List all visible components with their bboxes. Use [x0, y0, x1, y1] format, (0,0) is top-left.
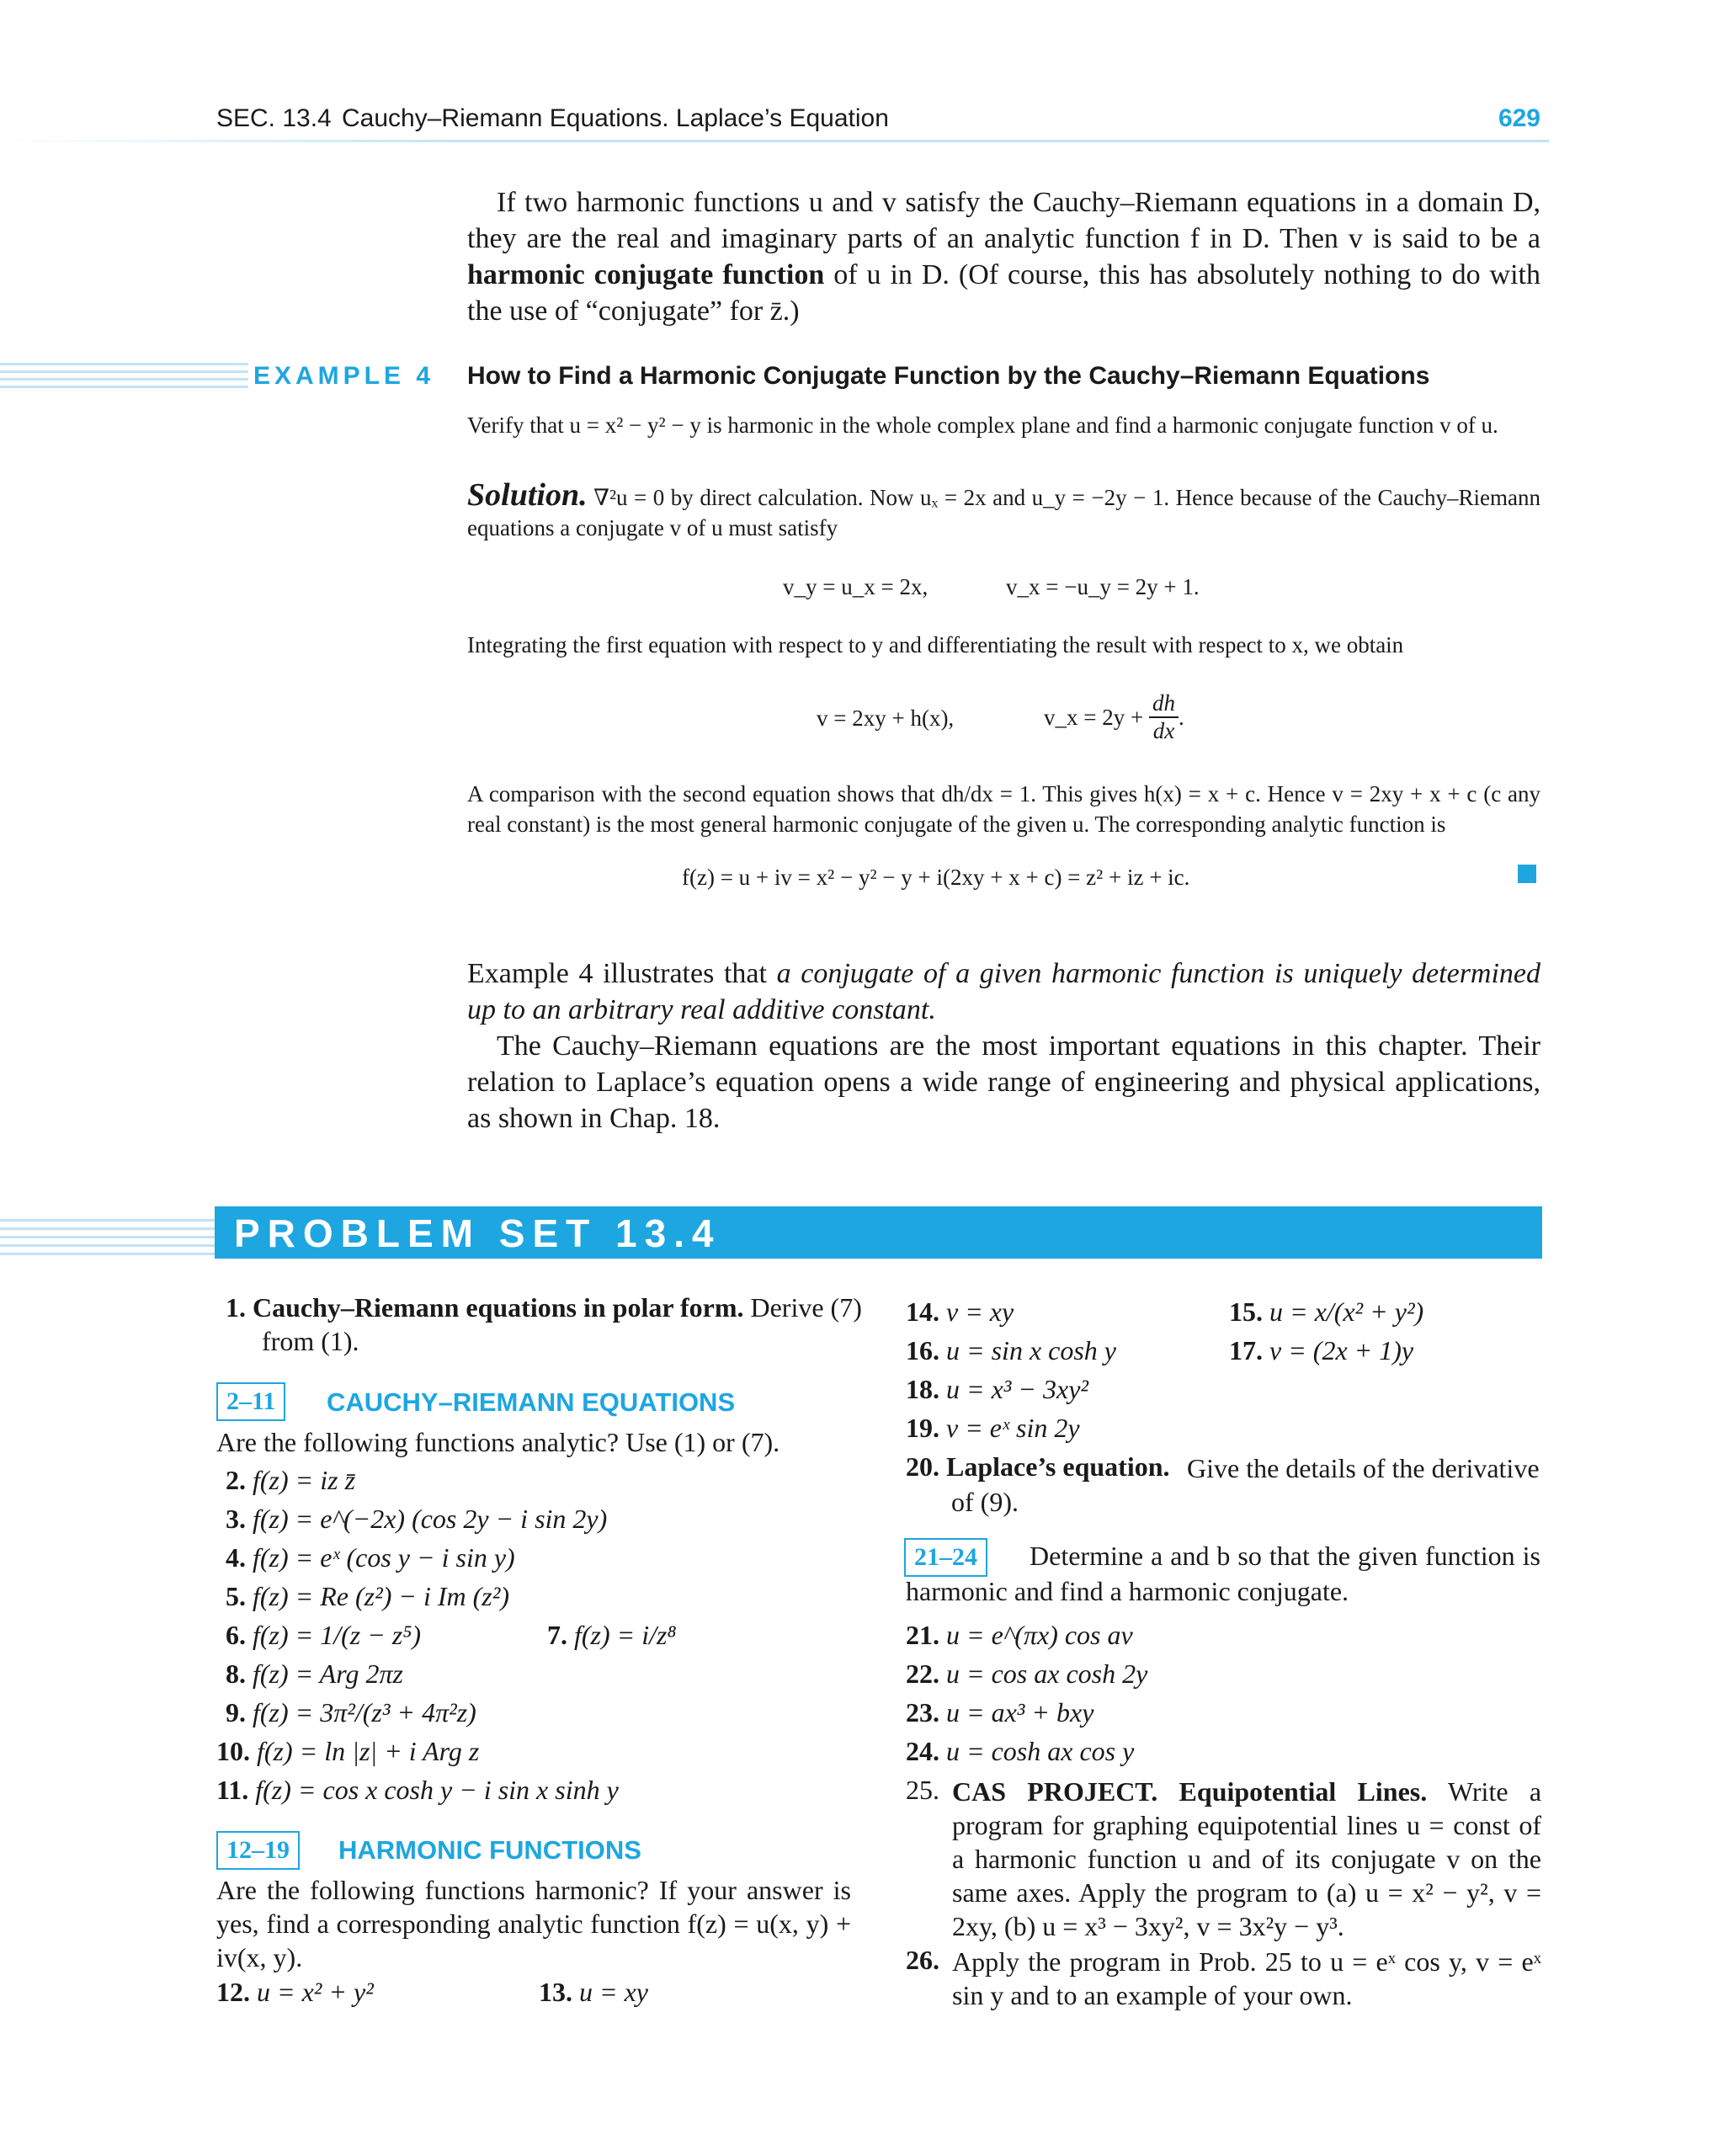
equation-2b-left: v_x = 2y + — [1044, 704, 1144, 730]
problem-number: 23. — [906, 1697, 939, 1727]
range-2-instructions: Are the following functions harmonic? If your answer is yes, find a corresponding analytic function f(z) = u(x, y) + iv(x, y). — [216, 1875, 851, 1972]
range-3-instructions: Determine a and b so that the given function is harmonic and find a harmonic conjugate. — [906, 1541, 1540, 1606]
problem-expression: f(z) = Arg 2πz — [253, 1658, 403, 1689]
problem-number: 9. — [226, 1697, 246, 1727]
problem-number: 13. — [539, 1977, 572, 2007]
problem-11 — [216, 1775, 619, 1806]
problem-expression: f(z) = cos x cosh y − i sin x sinh y — [255, 1775, 619, 1805]
solution-text: ∇²u = 0 by direct calculation. Now uₓ = 2x and u_y = −2y − 1. Hence because of the Cauchy–Riemann equations a conjugate v of u must satisfy — [467, 485, 1540, 540]
problem-expression: u = cos ax cosh 2y — [946, 1658, 1148, 1689]
problem-17 — [1229, 1335, 1413, 1366]
importance-paragraph: The Cauchy–Riemann equations are the most important equations in this chapter. Their relation to Laplace’s equation opens a wide range of engineering and physical applications, as shown in Chap. 18. — [467, 1030, 1540, 1134]
problem-number: 14. — [906, 1296, 939, 1327]
problem-25-text: Write a program for graphing equipotential lines u = const of a harmonic function u and of its conjugate v on the same axes. Apply the program to (a) u = x² − y², v = 2xy, (b) u = x³ − 3xy², v = 3x²y − y³. — [952, 1776, 1542, 1941]
problem-6 — [226, 1620, 421, 1651]
problem-18 — [906, 1374, 1088, 1405]
problem-expression: v = (2x + 1)y — [1269, 1335, 1414, 1365]
problem-2 — [226, 1465, 355, 1496]
equation-1a: v_y = u_x = 2x, — [783, 574, 929, 599]
uniqueness-italic: a conjugate of a given harmonic function is uniquely determined up to an arbitrary real additive constant. — [467, 958, 1541, 1025]
uniqueness-text: Example 4 illustrates that — [467, 958, 767, 989]
problem-3 — [226, 1504, 607, 1535]
problem-number: 2. — [226, 1465, 246, 1495]
problem-1-continued: from (1). — [262, 1326, 359, 1356]
problem-expression: f(z) = e^(−2x) (cos 2y − i sin 2y) — [253, 1504, 608, 1534]
intro-paragraph — [467, 184, 1540, 329]
problem-1-bold: Cauchy–Riemann equations in polar form. — [253, 1292, 744, 1323]
problem-8 — [226, 1658, 403, 1690]
example-label: EXAMPLE 4 — [248, 362, 439, 391]
page-number: 629 — [1498, 104, 1540, 132]
intro-bold-term: harmonic conjugate function — [467, 259, 825, 290]
problem-expression: u = e^(πx) cos av — [946, 1620, 1133, 1650]
integrating-text: Integrating the first equation with respect to y and differentiating the result with respect to x, we obtain — [467, 632, 1404, 657]
problem-expression: u = xy — [579, 1977, 648, 2007]
problem-expression: f(z) = eˣ (cos y − i sin y) — [253, 1542, 515, 1573]
problem-14 — [906, 1296, 1014, 1328]
problem-expression: u = x³ − 3xy² — [946, 1374, 1088, 1404]
example-statement: Verify that u = x² − y² − y is harmonic in the whole complex plane and find a harmonic conjugate function v of u. — [467, 413, 1498, 438]
problem-25 — [952, 1775, 1541, 1943]
problem-16 — [906, 1335, 1116, 1366]
problem-number: 3. — [226, 1504, 246, 1534]
problem-7 — [547, 1620, 677, 1651]
problem-number: 8. — [226, 1658, 246, 1689]
problem-5 — [226, 1581, 509, 1612]
problem-22 — [906, 1658, 1147, 1690]
problem-number: 12. — [216, 1977, 250, 2007]
range-heading-harmonic: HARMONIC FUNCTIONS — [338, 1835, 641, 1865]
equation-2b: v_x = 2y + $\frac{dh}{dx}$ . — [1044, 690, 1184, 743]
problem-1-text: Derive (7) — [750, 1292, 862, 1323]
section-title: Cauchy–Riemann Equations. Laplace’s Equation — [342, 104, 889, 132]
problem-number: 20. — [906, 1451, 939, 1482]
problem-expression: f(z) = ln |z| + i Arg z — [257, 1736, 480, 1766]
equation-3: f(z) = u + iv = x² − y² − y + i(2xy + x + c) = z² + iz + ic. — [682, 865, 1190, 890]
equation-2a: v = 2xy + h(x), — [817, 705, 955, 731]
problem-10 — [216, 1736, 479, 1767]
example-title: How to Find a Harmonic Conjugate Function by the Cauchy–Riemann Equations — [467, 362, 1430, 390]
problem-21 — [906, 1620, 1133, 1651]
problem-20-text: Give the details of the derivative of (9). — [951, 1453, 1540, 1517]
fraction-denominator: dx — [1152, 718, 1175, 743]
problem-number: 24. — [906, 1736, 939, 1766]
problem-expression: f(z) = 3π²/(z³ + 4π²z) — [253, 1697, 476, 1727]
range-box-12-19: 12–19 — [216, 1831, 300, 1870]
range-heading-cauchy-riemann: CAUCHY–RIEMANN EQUATIONS — [327, 1387, 736, 1417]
problem-number: 21. — [906, 1620, 939, 1650]
equation-1b: v_x = −u_y = 2y + 1. — [1006, 574, 1200, 599]
problem-expression: f(z) = Re (z²) − i Im (z²) — [253, 1581, 509, 1611]
problem-15 — [1229, 1296, 1423, 1328]
dh-dx-fraction — [1149, 690, 1179, 744]
header-rule — [0, 140, 1549, 142]
problem-9 — [226, 1697, 476, 1728]
problem-23 — [906, 1697, 1093, 1728]
solution-label: Solution. — [467, 477, 588, 513]
problem-19 — [906, 1413, 1080, 1444]
problem-number: 15. — [1229, 1296, 1263, 1327]
problem-20-bold: Laplace’s equation. — [946, 1451, 1170, 1482]
comparison-text: A comparison with the second equation shows that dh/dx = 1. This gives h(x) = x + c. Hence v = 2xy + x + c (c any real constant) is the most general harmonic conjugate of the given u. The corresponding analytic function is — [467, 781, 1540, 837]
problem-number: 6. — [226, 1620, 246, 1650]
problem-expression: u = sin x cosh y — [946, 1335, 1116, 1365]
problem-expression: f(z) = 1/(z − z⁵) — [253, 1620, 422, 1650]
fraction-numerator: dh — [1149, 690, 1179, 718]
problem-number: 4. — [226, 1542, 246, 1573]
problem-expression: v = eˣ sin 2y — [946, 1413, 1080, 1443]
problem-25-number: 25. — [906, 1775, 939, 1805]
problem-24 — [906, 1736, 1134, 1767]
problem-expression: f(z) = i/z⁸ — [574, 1620, 677, 1650]
problem-expression: u = x² + y² — [257, 1977, 374, 2007]
problem-number: 1. — [226, 1292, 246, 1323]
problem-expression: u = cosh ax cos y — [946, 1736, 1135, 1766]
problem-number: 22. — [906, 1658, 939, 1689]
problem-13 — [539, 1977, 648, 2008]
problem-expression: v = xy — [946, 1296, 1014, 1327]
solution-paragraph — [467, 477, 1540, 543]
problem-number: 19. — [906, 1413, 939, 1443]
section-number: SEC. 13.4 — [216, 104, 332, 132]
problem-4 — [226, 1542, 515, 1573]
problem-expression: u = x/(x² + y²) — [1269, 1296, 1424, 1327]
problem-number: 10. — [216, 1736, 250, 1766]
end-of-example-mark — [1518, 865, 1536, 883]
problem-expression: f(z) = iz z̄ — [253, 1465, 356, 1495]
problem-number: 18. — [906, 1374, 939, 1404]
intro-text-2: of u in D. (Of course, this has absolutely nothing to do with the use of “conjugate” for z̄.) — [467, 259, 1540, 327]
range-box-2-11: 2–11 — [216, 1382, 285, 1421]
range-1-instructions: Are the following functions analytic? Use (1) or (7). — [216, 1427, 780, 1457]
problem-12 — [216, 1977, 374, 2008]
range-box-21-24: 21–24 — [904, 1538, 987, 1577]
problem-expression: u = ax³ + bxy — [946, 1697, 1094, 1727]
problem-number: 11. — [216, 1775, 249, 1805]
problem-25-bold: CAS PROJECT. Equipotential Lines. — [952, 1776, 1428, 1807]
problem-number: 17. — [1229, 1335, 1263, 1365]
uniqueness-paragraph — [467, 956, 1540, 1028]
problem-number: 5. — [226, 1581, 246, 1611]
intro-text-1: If two harmonic functions u and v satisfy the Cauchy–Riemann equations in a domain D, they are the real and imaginary parts of an analytic function f in D. Then v is said to be a — [467, 187, 1540, 254]
problem-1 — [226, 1292, 862, 1323]
problem-26-number: 26. — [906, 1945, 939, 1975]
problem-number: 7. — [547, 1620, 567, 1650]
problem-set-title: PROBLEM SET 13.4 — [234, 1211, 721, 1255]
problem-26-text: Apply the program in Prob. 25 to u = eˣ cos y, v = eˣ sin y and to an example of your own. — [952, 1946, 1541, 2010]
problem-number: 16. — [906, 1335, 939, 1365]
